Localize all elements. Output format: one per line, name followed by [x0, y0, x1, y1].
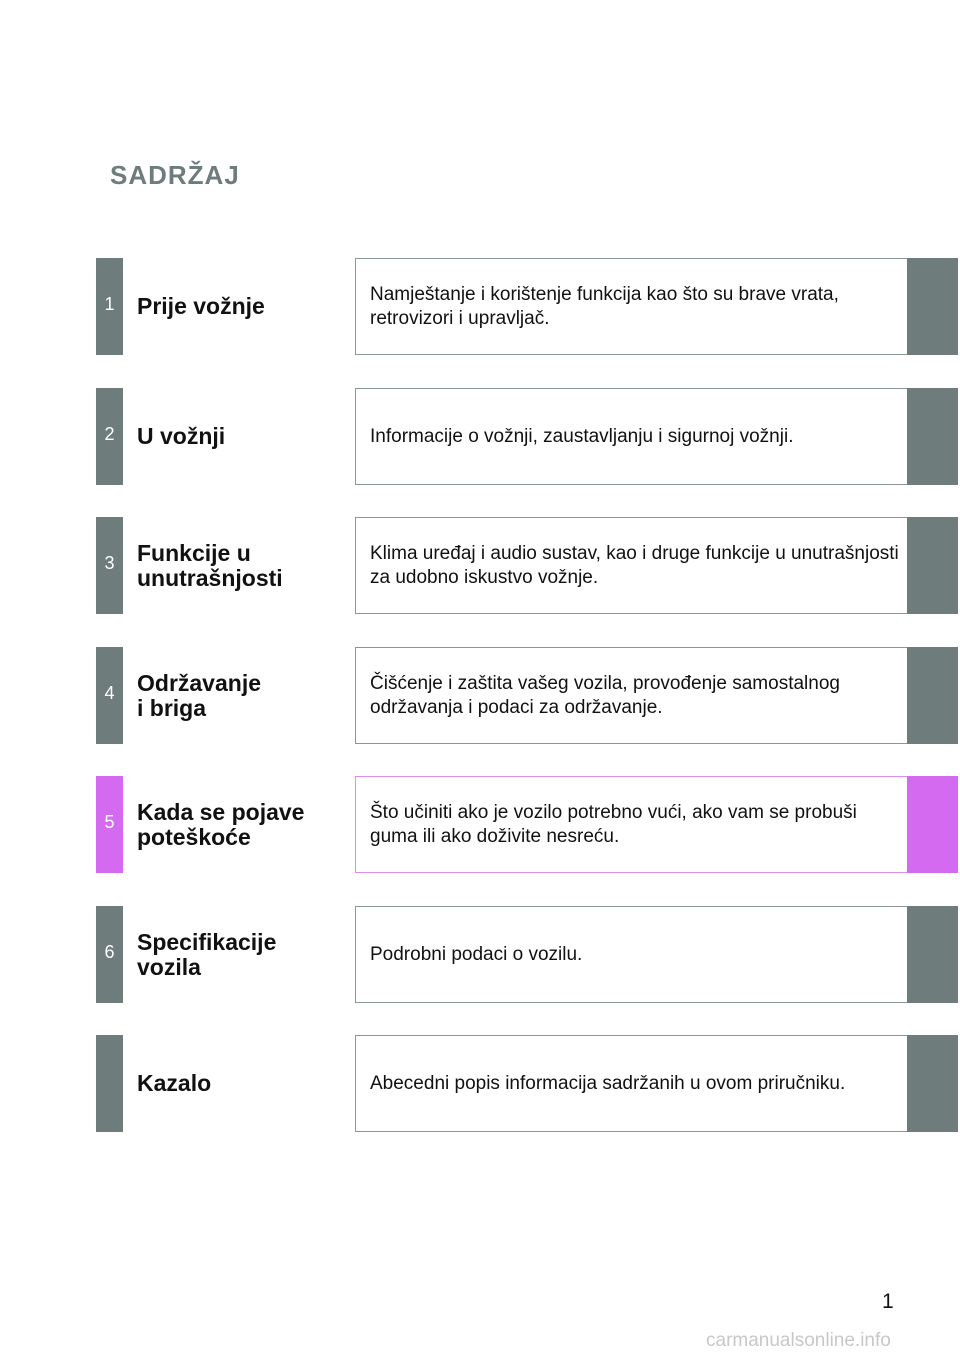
section-description: Informacije o vožnji, zaustavljanju i sigurnoj vožnji. — [370, 425, 794, 447]
section-thumb-tab[interactable] — [907, 906, 958, 1003]
section-description-box — [355, 776, 908, 873]
section-number-strip — [96, 258, 123, 355]
page-number: 1 — [882, 1290, 894, 1313]
section-number: 6 — [104, 942, 115, 962]
section-thumb-tab[interactable] — [907, 1035, 958, 1132]
section-description: Abecedni popis informacija sadržanih u ovom priručniku. — [370, 1072, 846, 1094]
section-number-strip — [96, 647, 123, 744]
section-description: Namještanje i korištenje funkcija kao što su brave vrata, retrovizori i upravljač. — [370, 283, 839, 329]
section-heading[interactable]: Prije vožnje — [137, 293, 265, 319]
watermark-text: carmanualsonline.info — [706, 1330, 891, 1351]
toc-section-7[interactable] — [96, 1035, 958, 1132]
section-number: 2 — [104, 424, 115, 444]
section-number-strip — [96, 1035, 123, 1132]
section-number: 1 — [104, 294, 115, 314]
section-description-box — [355, 258, 908, 355]
section-thumb-tab[interactable] — [907, 517, 958, 614]
section-description: Klima uređaj i audio sustav, kao i druge funkcije u unutrašnjosti za udobno iskustvo vožnje. — [370, 542, 899, 588]
section-thumb-tab[interactable] — [907, 258, 958, 355]
toc-section-2[interactable] — [96, 388, 958, 485]
section-heading[interactable]: Kada se pojave poteškoće — [137, 798, 305, 850]
section-number-strip — [96, 388, 123, 485]
section-heading[interactable]: U vožnji — [137, 423, 226, 449]
section-number: 4 — [104, 683, 115, 703]
section-description-box — [355, 517, 908, 614]
section-description-box — [355, 647, 908, 744]
section-description: Čišćenje i zaštita vašeg vozila, provođenje samostalnog održavanja i podaci za održavanje. — [370, 672, 840, 718]
section-number-strip — [96, 517, 123, 614]
section-thumb-tab[interactable] — [907, 647, 958, 744]
toc-section-1[interactable] — [96, 258, 958, 355]
section-number: 3 — [104, 553, 115, 573]
section-heading[interactable]: Funkcije u unutrašnjosti — [137, 539, 283, 591]
section-thumb-tab[interactable] — [907, 388, 958, 485]
section-number-strip — [96, 776, 123, 873]
section-thumb-tab[interactable] — [907, 776, 958, 873]
section-number-strip — [96, 906, 123, 1003]
section-number: 5 — [104, 812, 115, 832]
section-heading[interactable]: Specifikacije vozila — [137, 928, 277, 980]
section-description-box — [355, 388, 908, 485]
toc-section-6[interactable] — [96, 906, 958, 1003]
section-heading[interactable]: Kazalo — [137, 1070, 212, 1096]
section-description-box — [355, 1035, 908, 1132]
toc-section-4[interactable] — [96, 647, 958, 744]
section-description-box — [355, 906, 908, 1003]
toc-section-3[interactable] — [96, 517, 958, 614]
toc-section-5[interactable] — [96, 776, 958, 873]
section-description: Što učiniti ako je vozilo potrebno vući, ako vam se probuši guma ili ako doživite nesreću. — [370, 801, 857, 847]
page-title: SADRŽAJ — [110, 160, 240, 190]
section-heading[interactable]: Održavanje i briga — [137, 669, 261, 721]
section-description: Podrobni podaci o vozilu. — [370, 943, 583, 965]
